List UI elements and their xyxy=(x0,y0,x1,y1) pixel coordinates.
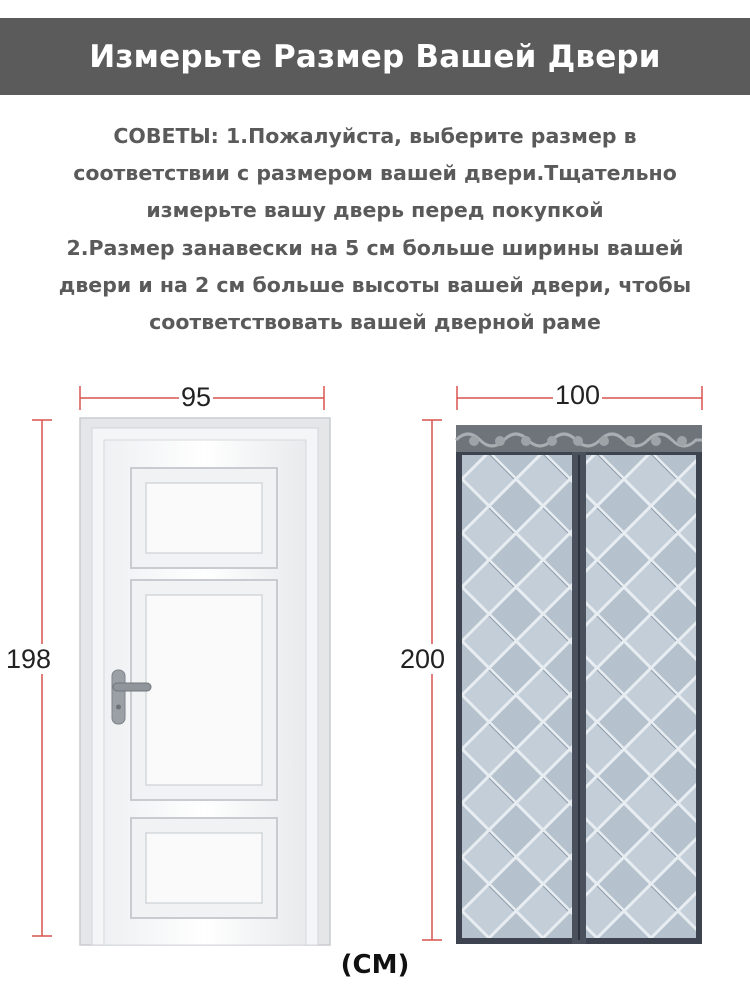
curtain-height-label: 200 xyxy=(400,644,446,674)
curtain-width-label: 100 xyxy=(555,380,601,410)
tips-line: 2.Размер занавески на 5 см больше ширины вашей xyxy=(66,235,684,260)
tips-line: измерьте вашу дверь перед покупкой xyxy=(146,198,604,223)
tips-line: СОВЕТЫ: 1.Пожалуйста, выберите размер в xyxy=(113,124,637,148)
tips-line: соответствии с размером вашей двери.Тщательно xyxy=(73,161,677,186)
curtain-illustration xyxy=(456,425,702,944)
page-title-text: Измерьте Размер Вашей Двери xyxy=(89,38,661,75)
tips-line: двери и на 2 см больше высоты вашей двери, чтобы xyxy=(58,272,692,297)
door-illustration xyxy=(80,418,330,945)
tips-line: соответствовать вашей дверной раме xyxy=(149,310,601,335)
units-label: (CM) xyxy=(340,950,410,980)
door-width-label: 95 xyxy=(181,382,212,412)
door-height-label: 198 xyxy=(6,644,52,674)
